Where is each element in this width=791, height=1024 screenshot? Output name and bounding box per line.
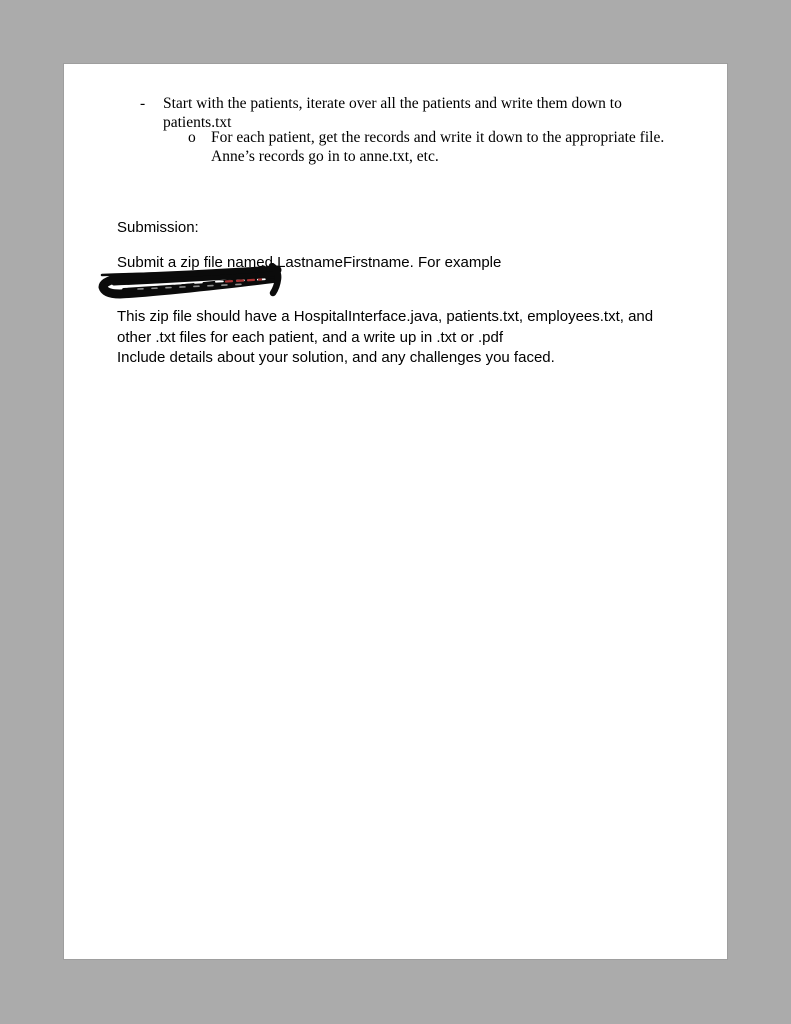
sub-bullet-circle-marker: o — [188, 129, 196, 146]
sub-bullet-text-line-2: Anne’s records go in to anne.txt, etc. — [211, 148, 439, 165]
redaction-scribble-ink — [98, 263, 286, 299]
submit-instruction-line: Submit a zip file named LastnameFirstname. For example — [117, 254, 502, 271]
bullet-dash-marker: - — [140, 95, 146, 112]
sub-bullet-text-line-1: For each patient, get the records and write it down to the appropriate file. — [211, 129, 665, 146]
bullet-text-line-2: patients.txt — [163, 114, 232, 131]
body-text-line-3: Include details about your solution, and any challenges you faced. — [117, 349, 555, 366]
submission-heading: Submission: — [117, 219, 199, 236]
bullet-text-line-1: Start with the patients, iterate over all the patients and write them down to — [163, 95, 622, 112]
document-page — [64, 64, 727, 959]
body-text-line-2: other .txt files for each patient, and a write up in .txt or .pdf — [117, 329, 504, 346]
body-text-line-1: This zip file should have a HospitalInterface.java, patients.txt, employees.txt, and — [117, 308, 654, 325]
